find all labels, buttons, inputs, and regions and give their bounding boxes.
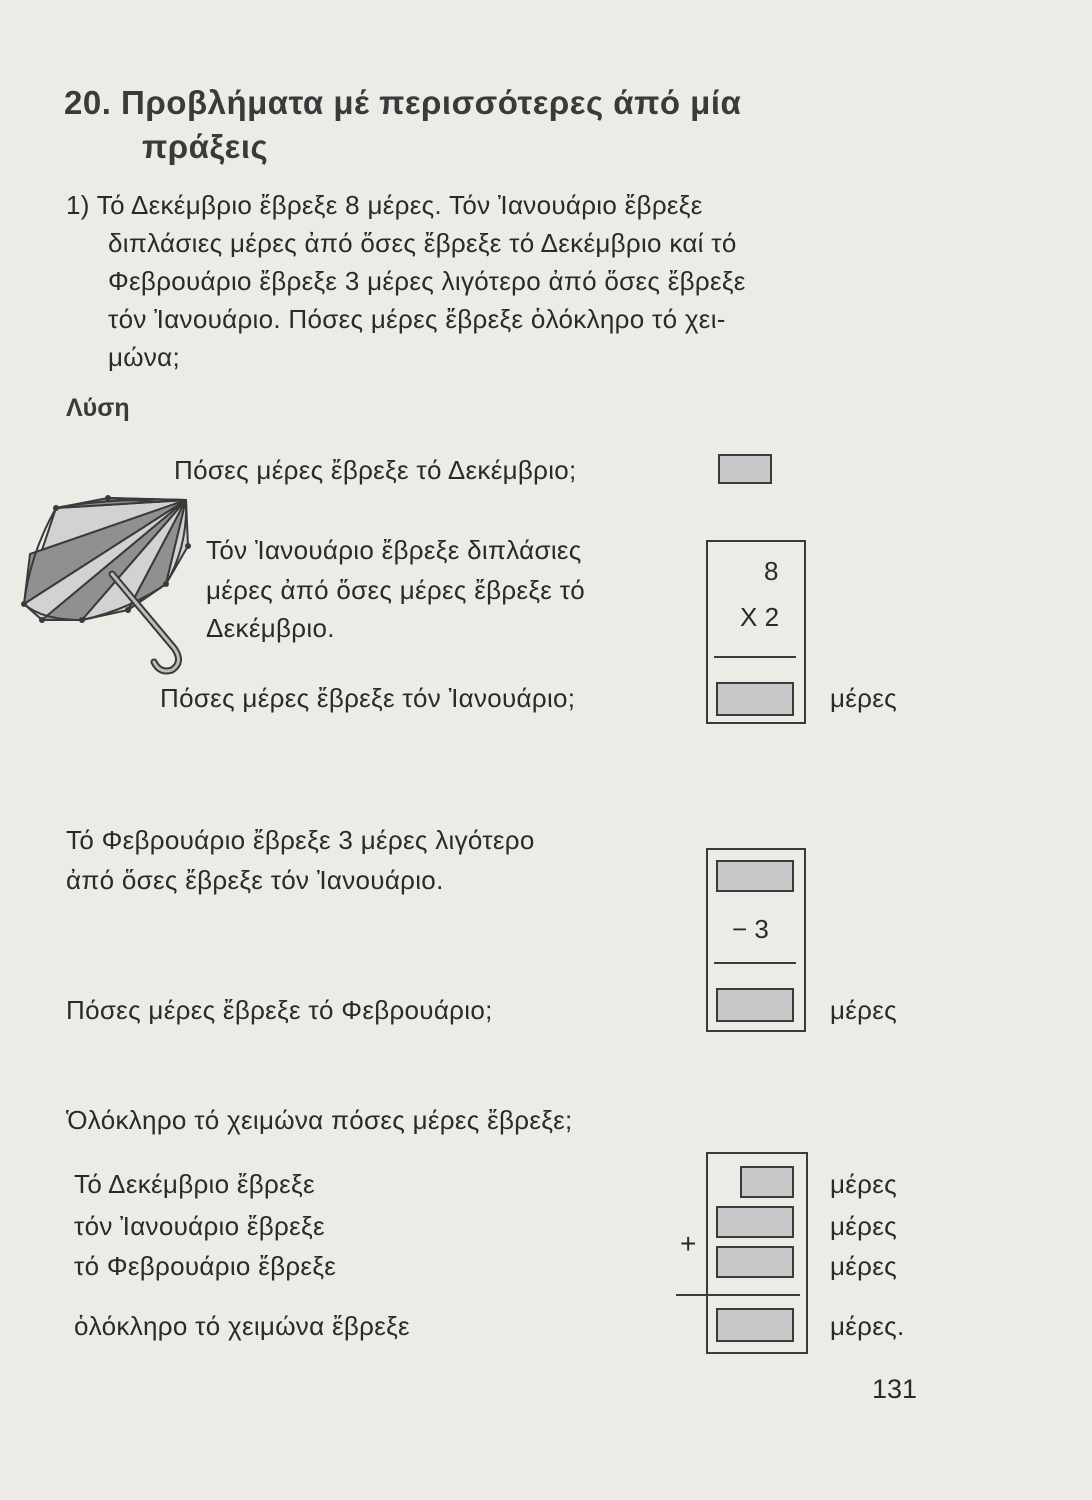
unit-label: μέρες <box>830 1169 897 1199</box>
february-result-line <box>714 962 796 964</box>
question-february: Πόσες μέρες ἔβρεξε τό Φεβρουάριο; <box>66 995 493 1025</box>
answer-box-january[interactable] <box>716 682 794 716</box>
umbrella-icon <box>16 492 196 682</box>
sum-row-label: τό Φεβρουάριο ἔβρεξε <box>74 1251 337 1281</box>
problem-line: Φεβρουάριο ἔβρεξε 3 μέρες λιγότερο ἀπό ὅσες ἔβρεξε <box>108 266 746 296</box>
question-december: Πόσες μέρες ἔβρεξε τό Δεκέμβριο; <box>174 455 577 485</box>
february-text-line: ἀπό ὅσες ἔβρεξε τόν Ἰανουάριο. <box>66 865 444 895</box>
question-january: Πόσες μέρες ἔβρεξε τόν Ἰανουάριο; <box>160 683 576 713</box>
unit-label: μέρες <box>830 1211 897 1241</box>
question-winter: Ὁλόκληρο τό χειμώνα πόσες μέρες ἔβρεξε; <box>66 1105 573 1135</box>
sum-row-label: τόν Ἰανουάριο ἔβρεξε <box>74 1211 325 1241</box>
january-operator: X 2 <box>740 602 780 632</box>
unit-label: μέρες <box>830 683 897 713</box>
section-title-line1: 20. Προβλήματα μέ περισσότερες άπό μία <box>64 84 742 121</box>
february-operator: − 3 <box>732 914 769 944</box>
problem-line: τόν Ἰανουάριο. Πόσες μέρες ἔβρεξε ὁλόκληρο τό χει- <box>108 304 726 334</box>
solution-heading: Λύση <box>66 394 130 422</box>
unit-label: μέρες <box>830 1251 897 1281</box>
answer-box-sum-total[interactable] <box>716 1308 794 1342</box>
january-text-line: μέρες ἀπό ὅσες μέρες ἔβρεξε τό <box>206 575 586 605</box>
answer-box-february[interactable] <box>716 988 794 1022</box>
answer-box-sum-december[interactable] <box>740 1166 794 1198</box>
section-title-line2: πράξεις <box>142 128 269 165</box>
unit-label: μέρες. <box>830 1311 905 1341</box>
problem-line: 1) Τό Δεκέμβριο ἔβρεξε 8 μέρες. Τόν Ἰανουάριο ἔβρεξε <box>66 190 703 220</box>
problem-statement <box>66 186 926 376</box>
january-result-line <box>714 656 796 658</box>
sum-row-label: ὁλόκληρο τό χειμώνα ἔβρεξε <box>74 1311 410 1341</box>
january-text-line: Δεκέμβριο. <box>206 613 335 643</box>
sum-row-label: Τό Δεκέμβριο ἔβρεξε <box>74 1169 315 1199</box>
problem-line: διπλάσιες μέρες ἀπό ὅσες ἔβρεξε τό Δεκέμβριο καί τό <box>108 228 737 258</box>
sum-operator: + <box>680 1228 697 1259</box>
january-operand: 8 <box>764 556 779 586</box>
answer-box-sum-february[interactable] <box>716 1246 794 1278</box>
page-number: 131 <box>872 1374 918 1404</box>
sum-result-line <box>676 1294 800 1296</box>
problem-line: μώνα; <box>108 342 181 372</box>
january-text-line: Τόν Ἰανουάριο ἔβρεξε διπλάσιες <box>206 535 582 565</box>
answer-box-sum-january[interactable] <box>716 1206 794 1238</box>
february-text-line: Τό Φεβρουάριο ἔβρεξε 3 μέρες λιγότερο <box>66 825 535 855</box>
answer-box-december[interactable] <box>718 454 772 484</box>
unit-label: μέρες <box>830 995 897 1025</box>
answer-box-february-start[interactable] <box>716 860 794 892</box>
